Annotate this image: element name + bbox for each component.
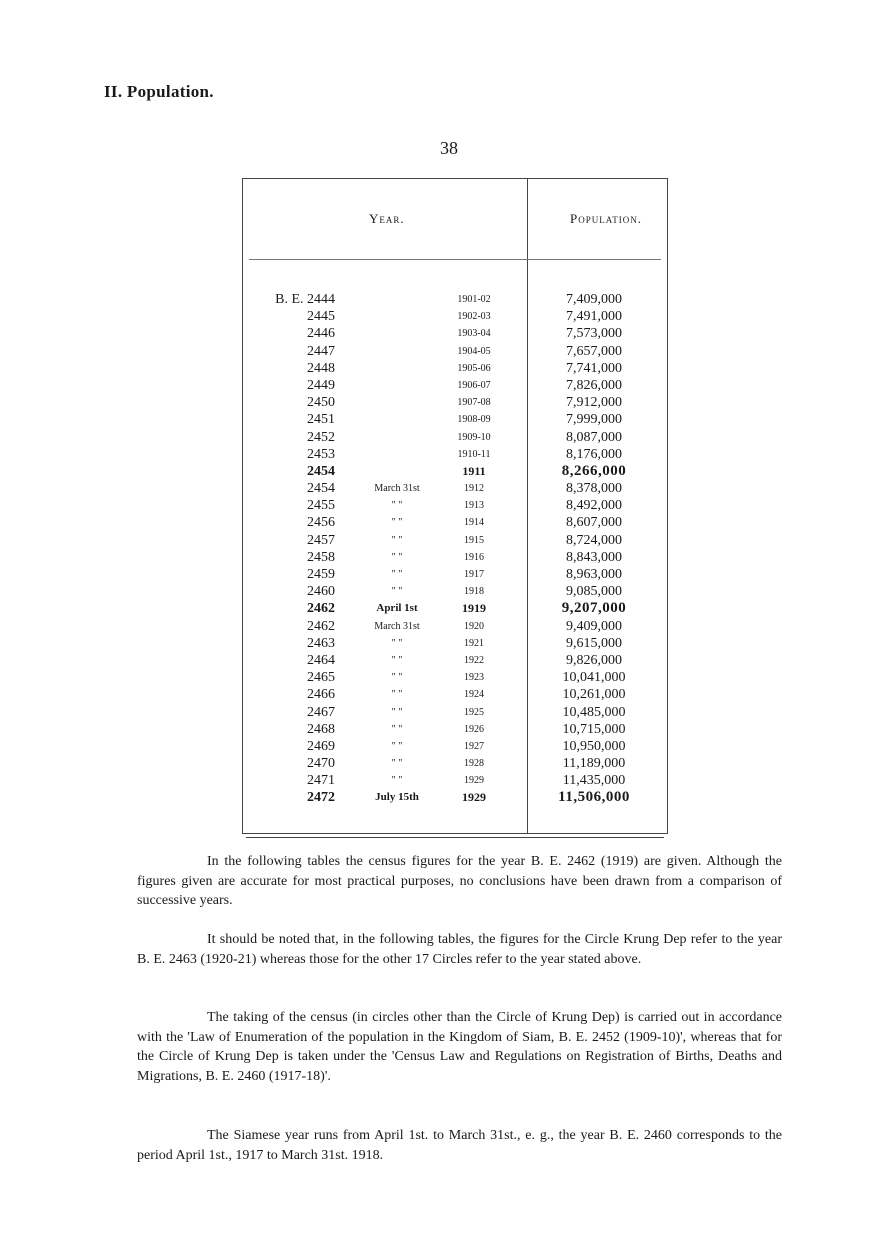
table-row xyxy=(243,480,667,497)
be-year: 2470 xyxy=(307,756,335,772)
population-value: 10,715,000 xyxy=(562,721,626,737)
date-note: March 31st xyxy=(374,483,420,495)
gregorian-year: 1916 xyxy=(464,551,484,563)
population-value: 8,492,000 xyxy=(566,498,622,514)
be-year: 2452 xyxy=(307,429,335,445)
gregorian-year: 1914 xyxy=(464,517,484,529)
gregorian-year: 1902-03 xyxy=(457,311,491,323)
date-note: " " xyxy=(391,775,403,787)
population-value: 9,085,000 xyxy=(566,584,622,600)
be-year: 2458 xyxy=(307,549,335,565)
gregorian-year: 1915 xyxy=(464,534,484,546)
gregorian-year: 1908-09 xyxy=(457,414,491,426)
table-row xyxy=(243,446,667,463)
paragraph-1 xyxy=(137,852,782,911)
table-row xyxy=(243,291,667,308)
date-note: July 15th xyxy=(375,791,419,804)
population-value: 7,826,000 xyxy=(566,377,622,393)
gregorian-year: 1912 xyxy=(464,483,484,495)
population-value: 9,409,000 xyxy=(566,618,622,634)
table-row xyxy=(243,343,667,360)
gregorian-year: 1903-04 xyxy=(457,328,491,340)
gregorian-year: 1905-06 xyxy=(457,362,491,374)
gregorian-year: 1909-10 xyxy=(457,431,491,443)
date-note: " " xyxy=(391,500,403,512)
be-year: 2464 xyxy=(307,652,335,668)
population-value: 10,485,000 xyxy=(562,704,626,720)
population-value: 8,378,000 xyxy=(566,481,622,497)
date-note: April 1st xyxy=(376,602,418,615)
be-year: 2455 xyxy=(307,498,335,514)
paragraph-3 xyxy=(137,1008,782,1086)
population-value: 8,843,000 xyxy=(566,549,622,565)
paragraph-2 xyxy=(137,930,782,969)
be-year: 2457 xyxy=(307,532,335,548)
column-header-year: Year. xyxy=(369,211,405,226)
population-value: 7,657,000 xyxy=(566,343,622,359)
be-year: 2445 xyxy=(307,309,335,325)
table-row xyxy=(243,566,667,583)
gregorian-year: 1929 xyxy=(462,790,486,805)
be-year: 2451 xyxy=(307,412,335,428)
gregorian-year: 1907-08 xyxy=(457,397,491,409)
be-year: 2468 xyxy=(307,721,335,737)
table-row xyxy=(243,411,667,428)
table-row xyxy=(243,789,667,806)
be-year: 2460 xyxy=(307,584,335,600)
table-row xyxy=(243,600,667,617)
gregorian-year: 1926 xyxy=(464,723,484,735)
gregorian-year: 1913 xyxy=(464,500,484,512)
gregorian-year: 1923 xyxy=(464,672,484,684)
population-value: 11,435,000 xyxy=(562,773,626,789)
be-year: 2449 xyxy=(307,377,335,393)
population-value: 10,261,000 xyxy=(562,687,626,703)
population-value: 7,491,000 xyxy=(566,309,622,325)
page-number: 38 xyxy=(440,138,458,158)
gregorian-year: 1925 xyxy=(464,706,484,718)
date-note: " " xyxy=(391,534,403,546)
table-row xyxy=(243,429,667,446)
be-year: 2450 xyxy=(307,395,335,411)
date-note: " " xyxy=(391,586,403,598)
paragraph-4 xyxy=(137,1126,782,1165)
date-note: " " xyxy=(391,569,403,580)
be-year: 2454 xyxy=(307,481,335,497)
paragraph-4-text: The Siamese year runs from April 1st. to March 31st., e. g., the year B. E. 2460 corresponds to the period April 1st., 1917 to March 31st. 1918. xyxy=(137,1128,782,1163)
date-note: " " xyxy=(391,740,403,752)
header-rule xyxy=(249,259,661,260)
be-year: 2462 xyxy=(307,601,335,617)
table-row xyxy=(243,618,667,635)
gregorian-year: 1906-07 xyxy=(457,379,491,391)
be-year: 2446 xyxy=(307,326,335,342)
gregorian-year: 1922 xyxy=(464,654,484,666)
population-value: 10,041,000 xyxy=(562,670,626,686)
population-value: 7,741,000 xyxy=(566,360,622,376)
section-heading: II. Population. xyxy=(104,82,214,101)
date-note: " " xyxy=(391,758,403,770)
population-value: 8,607,000 xyxy=(566,515,622,531)
table-row xyxy=(243,704,667,721)
be-year: 2448 xyxy=(307,360,335,376)
gregorian-year: 1911 xyxy=(462,463,486,478)
table-row xyxy=(243,772,667,789)
date-note: " " xyxy=(391,706,403,718)
gregorian-year: 1920 xyxy=(464,620,484,632)
population-value: 8,176,000 xyxy=(566,446,622,462)
gregorian-year: 1904-05 xyxy=(457,345,491,357)
gregorian-year: 1917 xyxy=(464,569,484,580)
paragraph-2-text: It should be noted that, in the following tables, the figures for the Circle Krung Dep refer to the year B. E. 2463 (1920-21) whereas those for the other 17 Circles refer to the year stated above. xyxy=(137,932,782,967)
gregorian-year: 1929 xyxy=(464,775,484,787)
be-year: 2463 xyxy=(307,635,335,651)
table-row xyxy=(243,308,667,325)
date-note: " " xyxy=(391,654,403,666)
table-row xyxy=(243,755,667,772)
date-note: March 31st xyxy=(374,620,420,632)
table-row xyxy=(243,360,667,377)
be-year: 2462 xyxy=(307,618,335,634)
be-year: 2465 xyxy=(307,670,335,686)
table-row xyxy=(243,394,667,411)
population-value: 8,963,000 xyxy=(566,567,622,582)
table-row xyxy=(243,738,667,755)
population-value: 9,615,000 xyxy=(566,635,622,651)
gregorian-year: 1901-02 xyxy=(457,294,491,305)
population-value: 11,189,000 xyxy=(562,756,626,772)
table-row xyxy=(243,686,667,703)
column-header-population: Population. xyxy=(570,211,642,226)
population-value: 8,724,000 xyxy=(566,532,622,548)
table-row xyxy=(243,325,667,342)
be-year: 2454 xyxy=(307,463,335,479)
population-value: 9,207,000 xyxy=(561,600,627,617)
be-year: 2472 xyxy=(307,790,335,806)
population-value: 8,087,000 xyxy=(566,429,622,445)
gregorian-year: 1919 xyxy=(462,601,486,616)
table-body xyxy=(243,291,667,807)
date-note: " " xyxy=(391,637,403,649)
gregorian-year: 1910-11 xyxy=(457,448,491,460)
table-row xyxy=(243,463,667,480)
gregorian-year: 1928 xyxy=(464,758,484,770)
date-note: " " xyxy=(391,517,403,529)
population-value: 7,409,000 xyxy=(566,292,622,307)
population-value: 9,826,000 xyxy=(566,652,622,668)
table-row xyxy=(243,532,667,549)
be-year: 2459 xyxy=(307,567,335,582)
population-value: 8,266,000 xyxy=(561,462,627,479)
be-year: 2471 xyxy=(307,773,335,789)
be-year: 2456 xyxy=(307,515,335,531)
date-note: " " xyxy=(391,689,403,701)
population-value: 7,999,000 xyxy=(566,412,622,428)
paragraph-1-text: In the following tables the census figures for the year B. E. 2462 (1919) are given. Although the figures given are accurate for most practical purposes, no conclusions have been drawn from a comparison of successive years. xyxy=(137,854,782,908)
gregorian-year: 1927 xyxy=(464,740,484,752)
be-year: 2467 xyxy=(307,704,335,720)
be-year: 2469 xyxy=(307,738,335,754)
gregorian-year: 1918 xyxy=(464,586,484,598)
table-row xyxy=(243,377,667,394)
table-row xyxy=(243,669,667,686)
be-year: 2447 xyxy=(307,343,335,359)
population-value: 11,506,000 xyxy=(558,789,630,806)
date-note: " " xyxy=(391,672,403,684)
gregorian-year: 1921 xyxy=(464,637,484,649)
paragraph-3-text: The taking of the census (in circles other than the Circle of Krung Dep) is carried out in accordance with the 'Law of Enumeration of the population in the Kingdom of Siam, B. E. 2452 (1909-10)', whereas that for the Circle of Krung Dep is taken under the 'Census Law and Regulations on Registration of Births, Deaths and Migrations, B. E. 2460 (1917-18)'. xyxy=(137,1010,782,1084)
table-row xyxy=(243,652,667,669)
table-row xyxy=(243,514,667,531)
be-year: B. E. 2444 xyxy=(275,292,335,307)
table-row xyxy=(243,497,667,514)
population-value: 7,912,000 xyxy=(566,395,622,411)
population-table xyxy=(242,178,668,834)
table-row xyxy=(243,549,667,566)
population-value: 10,950,000 xyxy=(562,738,626,754)
date-note: " " xyxy=(391,551,403,563)
be-year: 2466 xyxy=(307,687,335,703)
gregorian-year: 1924 xyxy=(464,689,484,701)
date-note: " " xyxy=(391,723,403,735)
be-year: 2453 xyxy=(307,446,335,462)
table-row xyxy=(243,583,667,600)
table-row xyxy=(243,721,667,738)
population-value: 7,573,000 xyxy=(566,326,622,342)
table-row xyxy=(243,635,667,652)
